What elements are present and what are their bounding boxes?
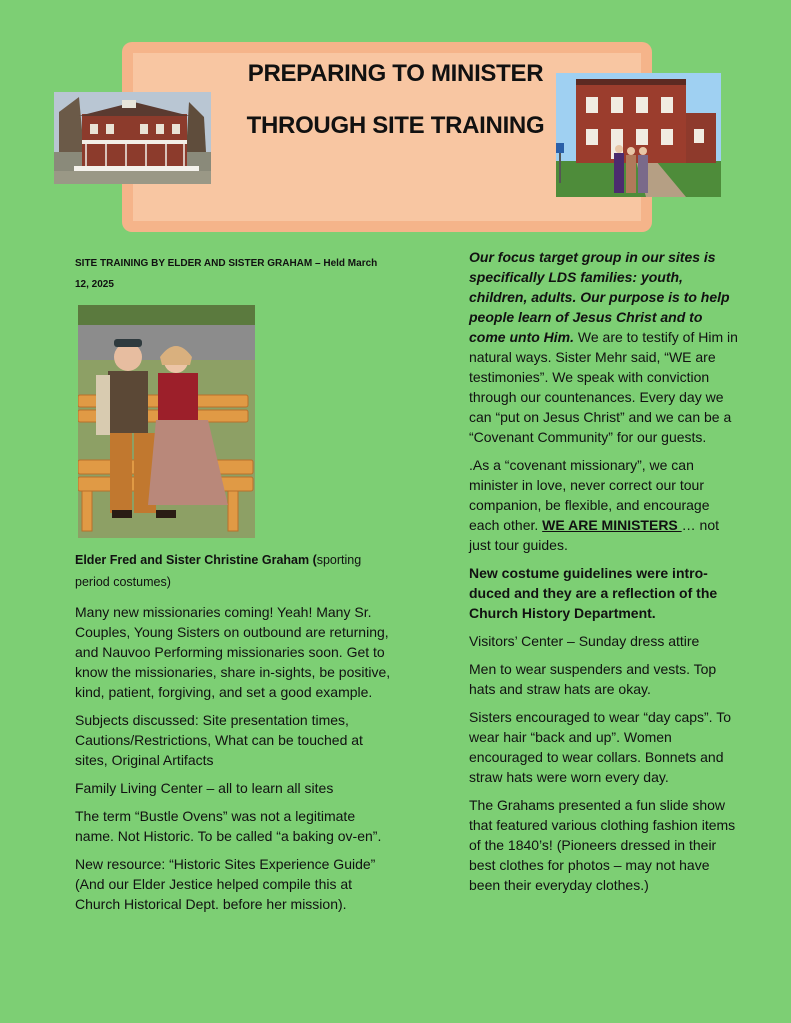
caption-bold: Elder Fred and Sister Christine Graham ( <box>75 553 317 567</box>
paragraph-new-missionaries: Many new missionaries coming! Yeah! Many Sr. Couples, Young Sisters on outbound are returning, and Nauvoo Performing missionaries soon. Get to know the missionaries, share in-sights, be positive, kind, patient, forgiving, and set a good example. <box>75 604 391 700</box>
caption-rest: sporting <box>316 553 362 567</box>
page-title-line-2: THROUGH SITE TRAINING <box>246 112 545 139</box>
graham-couple-photo <box>78 305 255 538</box>
historic-house-photo-left <box>54 92 211 184</box>
paragraph-covenant <box>469 455 739 555</box>
section-heading-line-2: 12, 2025 <box>75 279 114 290</box>
right-column <box>469 247 739 903</box>
focus-bold-italic: Our focus target group in our sites is specifically LDS families: youth, children, adults. Our purpose is to help people learn of Jesus Christ and to come unto Him. <box>469 249 730 345</box>
we-are-ministers: WE ARE MINISTERS <box>542 517 682 533</box>
paragraph-new-resource: New resource: “Historic Sites Experience Guide” (And our Elder Jestice helped compile this at Church Historical Dept. before her mission). <box>75 856 376 912</box>
paragraph-sisters: Sisters encouraged to wear “day caps”. To wear hair “back and up”. Women encouraged to wear collars. Bonnets and straw hats were worn every day. <box>469 709 731 785</box>
paragraph-bustle-ovens: The term “Bustle Ovens” was not a legitimate name. Not Historic. To be called “a baking ov-en”. <box>75 808 382 844</box>
paragraph-subjects: Subjects discussed: Site presentation times, Cautions/Restrictions, What can be touched at sites, Original Artifacts <box>75 712 363 768</box>
section-heading-line-1: SITE TRAINING BY ELDER AND SISTER GRAHAM – Held March <box>75 258 378 269</box>
left-body-text <box>75 602 397 922</box>
covenant-text: .As a “covenant missionary”, we can minister in love, never correct our tour companion, be flexible, and encourage each other. <box>469 457 710 533</box>
focus-rest: We are to testify of Him in natural ways. Sister Mehr said, “WE are testimonies”. We speak with conviction through our countenances. Every day we can “put on Jesus Christ” and we can be a “Covenant Community” for our guests. <box>469 329 738 445</box>
paragraph-family-living: Family Living Center – all to learn all sites <box>75 780 334 796</box>
costume-heading: New costume guidelines were intro-duced and they are a reflection of the Church History Department. <box>469 565 718 621</box>
photo-caption <box>75 549 405 593</box>
paragraph-focus <box>469 247 739 447</box>
page-title-line-1: PREPARING TO MINISTER <box>247 60 544 87</box>
paragraph-slide-show: The Grahams presented a fun slide show that featured various clothing fashion items of the 1840’s! (Pioneers dressed in their best clothes for photos – may not have been their everyday clothes.) <box>469 797 736 893</box>
brick-building-photo-right <box>556 73 721 197</box>
paragraph-men: Men to wear suspenders and vests. Top hats and straw hats are okay. <box>469 661 717 697</box>
left-column <box>75 253 405 295</box>
covenant-end: … not just tour guides. <box>469 517 720 553</box>
caption-line-2: period costumes) <box>75 575 171 589</box>
paragraph-visitors-center: Visitors’ Center – Sunday dress attire <box>469 633 700 649</box>
